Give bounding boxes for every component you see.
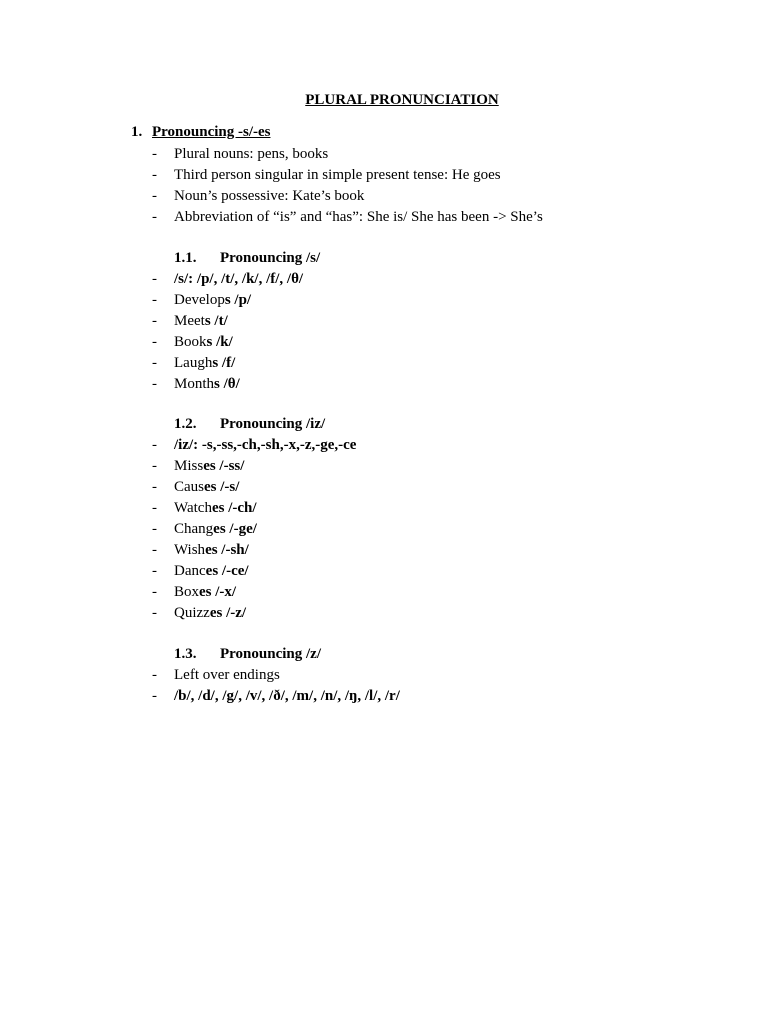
bullet-dash: - [152,209,157,225]
ending-sound: s /k/ [206,334,233,350]
ending-sound: s /p/ [224,292,252,308]
ending-sound: es /-sh/ [205,542,249,558]
word-stem: Chang [174,521,214,537]
bullet-dash: - [152,458,157,474]
subsection-heading-1-1 [174,250,320,267]
list-item-text: Third person singular in simple present tense: He goes [174,167,501,183]
bullet-dash: - [152,584,157,600]
ending-sound: es /-ss/ [203,458,245,474]
word-stem: Month [174,376,215,392]
section-number: 1. [131,124,143,140]
subsection-heading-text: Pronouncing /s/ [220,250,321,266]
bullet-dash: - [152,521,157,537]
word-stem: Watch [174,500,212,516]
word-stem: Miss [174,458,204,474]
subsection-number: 1.3. [174,646,197,662]
subsection-heading-text: Pronouncing /iz/ [220,416,326,432]
section-heading-1 [131,124,270,141]
word-stem: Danc [174,563,206,579]
document-title: PLURAL PRONUNCIATION [305,92,499,108]
word-stem: Book [174,334,207,350]
subsection-heading-1-3 [174,646,321,663]
ending-sound: /s/: /p/, /t/, /k/, /f/, /θ/ [174,271,304,287]
bullet-dash: - [152,334,157,350]
word-stem: Laugh [174,355,213,371]
word-stem: Develop [174,292,225,308]
ending-sound: es /-z/ [209,605,247,621]
ending-sound: /b/, /d/, /g/, /v/, /ð/, /m/, /n/, /ŋ, /l/, /r/ [174,688,400,704]
word-stem: Left over endings [174,667,280,683]
ending-sound: s /θ/ [214,376,240,392]
word-stem: Wish [174,542,206,558]
bullet-dash: - [152,437,157,453]
bullet-dash: - [152,500,157,516]
ending-sound: es /-s/ [204,479,240,495]
word-stem: Box [174,584,200,600]
ending-sound: es /-x/ [199,584,237,600]
section-heading-text: Pronouncing -s/-es [152,124,271,140]
subsection-number: 1.1. [174,250,197,266]
word-stem: Caus [174,479,204,495]
list-item-text: Plural nouns: pens, books [174,146,329,162]
bullet-dash: - [152,376,157,392]
word-stem: Quizz [174,605,210,621]
bullet-dash: - [152,667,157,683]
bullet-dash: - [152,313,157,329]
bullet-dash: - [152,355,157,371]
bullet-dash: - [152,563,157,579]
ending-sound: s /f/ [212,355,236,371]
bullet-dash: - [152,479,157,495]
ending-sound: es /-ge/ [213,521,257,537]
word-stem: Meet [174,313,205,329]
bullet-dash: - [152,688,157,704]
subsection-heading-text: Pronouncing /z/ [220,646,321,662]
subsection-number: 1.2. [174,416,197,432]
bullet-dash: - [152,292,157,308]
bullet-dash: - [152,167,157,183]
ending-sound: s /t/ [204,313,228,329]
bullet-dash: - [152,146,157,162]
list-item-text: Noun’s possessive: Kate’s book [174,188,365,204]
bullet-dash: - [152,542,157,558]
bullet-dash: - [152,271,157,287]
list-item-text: Abbreviation of “is” and “has”: She is/ She has been -> She’s [174,209,543,225]
ending-sound: /iz/: -s,-ss,-ch,-sh,-x,-z,-ge,-ce [174,437,357,453]
subsection-heading-1-2 [174,416,325,433]
bullet-dash: - [152,188,157,204]
ending-sound: es /-ch/ [211,500,257,516]
ending-sound: es /-ce/ [205,563,249,579]
bullet-dash: - [152,605,157,621]
